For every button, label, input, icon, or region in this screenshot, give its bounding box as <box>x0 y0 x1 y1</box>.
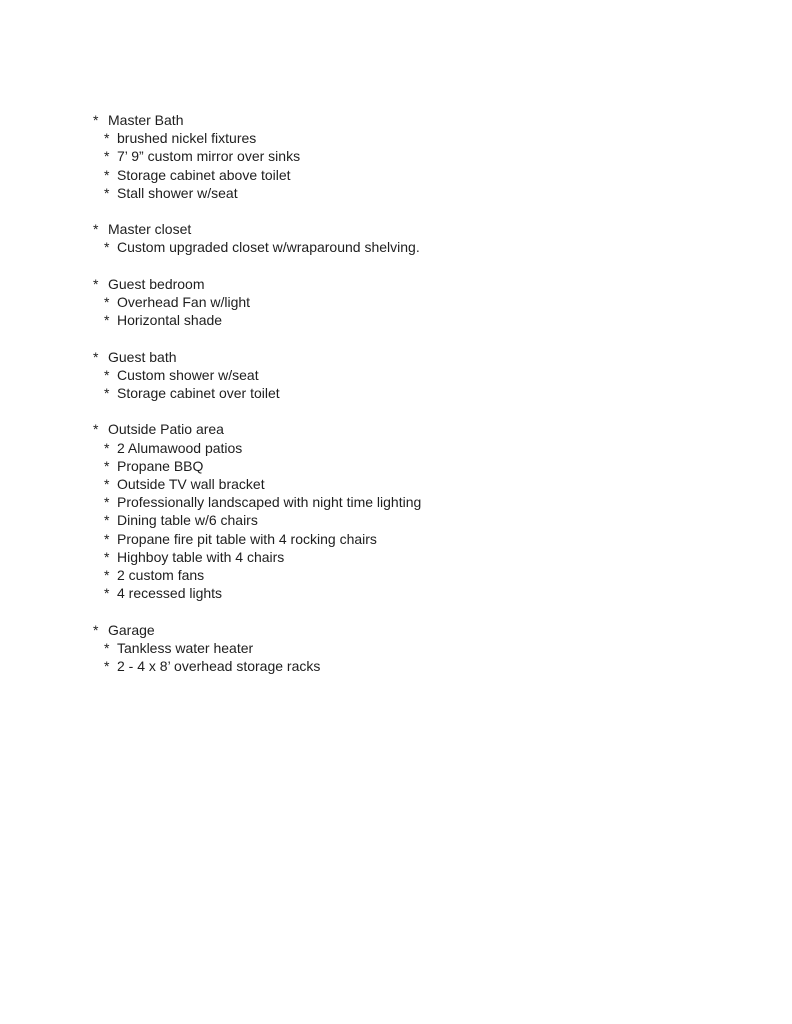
list-item <box>104 439 421 457</box>
list-item-text: Tankless water heater <box>117 639 254 656</box>
list-item-text: 2 Alumawood patios <box>117 439 243 456</box>
list-item <box>104 366 421 384</box>
section-heading <box>93 348 421 366</box>
list-item-text: Horizontal shade <box>117 312 223 329</box>
section-title: Master closet <box>108 221 192 238</box>
list-item <box>104 566 421 584</box>
section-title: Guest bath <box>108 348 177 365</box>
list-item <box>104 584 421 602</box>
list-item-text: Outside TV wall bracket <box>117 476 265 492</box>
list-item <box>104 475 421 493</box>
list-item-text: 4 recessed lights <box>117 585 223 602</box>
bullet-marker: * <box>104 530 110 547</box>
list-item <box>104 457 421 475</box>
bullet-marker: * <box>104 166 110 183</box>
section-heading <box>93 111 421 129</box>
bullet-marker: * <box>93 275 99 292</box>
list-item-text: 2 custom fans <box>117 567 205 584</box>
list-item-text: Professionally landscaped with night time lighting <box>117 494 422 511</box>
list-item-text: brushed nickel fixtures <box>117 130 257 147</box>
bullet-marker: * <box>104 567 110 584</box>
bullet-marker: * <box>104 239 110 256</box>
bullet-marker: * <box>104 476 110 492</box>
section-master-closet <box>93 220 421 256</box>
list-item <box>104 293 421 311</box>
section-outside-patio <box>93 420 421 602</box>
list-item <box>104 384 421 402</box>
bullet-marker: * <box>93 621 99 638</box>
list-item <box>104 184 421 202</box>
section-heading <box>93 275 421 293</box>
section-master-bath <box>93 111 421 202</box>
section-garage <box>93 621 421 676</box>
bullet-marker: * <box>104 494 110 511</box>
list-item <box>104 493 421 511</box>
bullet-marker: * <box>93 421 99 438</box>
section-heading <box>93 621 421 639</box>
bullet-marker: * <box>104 184 110 201</box>
bullet-marker: * <box>104 658 110 675</box>
list-item <box>104 147 421 165</box>
bullet-marker: * <box>104 366 110 383</box>
list-item <box>104 129 421 147</box>
section-title: Outside Patio area <box>108 421 224 438</box>
bullet-marker: * <box>93 348 99 365</box>
section-guest-bedroom <box>93 275 421 330</box>
list-item <box>104 166 421 184</box>
list-item-text: Highboy table with 4 chairs <box>117 548 285 565</box>
list-item-text: Dining table w/6 chairs <box>117 512 258 529</box>
section-heading <box>93 420 421 438</box>
list-item-text: 2 - 4 x 8’ overhead storage racks <box>117 658 321 675</box>
section-heading <box>93 220 421 238</box>
list-item-text: Stall shower w/seat <box>117 184 238 201</box>
section-title: Garage <box>108 621 155 638</box>
list-item <box>104 311 421 329</box>
list-item-text: Storage cabinet above toilet <box>117 166 291 183</box>
list-item-text: Custom upgraded closet w/wraparound shelving. <box>117 239 420 256</box>
bullet-marker: * <box>104 148 110 165</box>
list-item <box>104 511 421 529</box>
list-item-text: Propane BBQ <box>117 457 204 474</box>
bullet-marker: * <box>104 439 110 456</box>
list-item <box>104 530 421 548</box>
list-item-text: Custom shower w/seat <box>117 366 259 383</box>
list-item-text: Overhead Fan w/light <box>117 294 251 310</box>
feature-list <box>93 111 421 693</box>
section-title: Guest bedroom <box>108 275 205 292</box>
list-item-text: Propane fire pit table with 4 rocking chairs <box>117 530 377 547</box>
bullet-marker: * <box>93 112 99 128</box>
bullet-marker: * <box>104 312 110 329</box>
list-item <box>104 639 421 657</box>
bullet-marker: * <box>104 639 110 656</box>
bullet-marker: * <box>104 512 110 529</box>
bullet-marker: * <box>104 385 110 401</box>
bullet-marker: * <box>104 294 110 310</box>
list-item-text: 7’ 9” custom mirror over sinks <box>117 148 301 165</box>
bullet-marker: * <box>93 221 99 238</box>
list-item <box>104 657 421 675</box>
list-item <box>104 238 421 256</box>
bullet-marker: * <box>104 585 110 602</box>
list-item <box>104 548 421 566</box>
bullet-marker: * <box>104 548 110 565</box>
section-title: Master Bath <box>108 112 184 128</box>
bullet-marker: * <box>104 457 110 474</box>
list-item-text: Storage cabinet over toilet <box>117 385 280 401</box>
section-guest-bath <box>93 348 421 403</box>
bullet-marker: * <box>104 130 110 147</box>
